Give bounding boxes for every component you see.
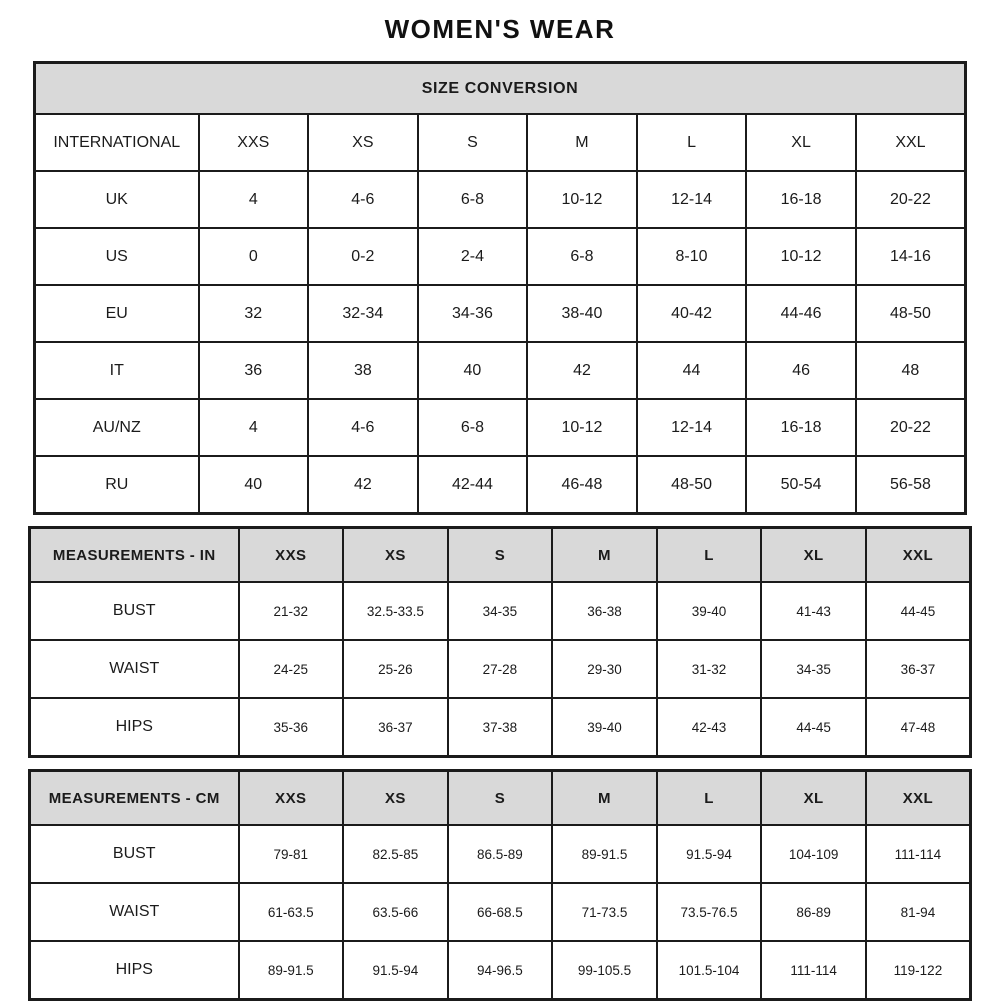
value-cell: 111-114 [761, 941, 866, 1000]
value-cell: 34-35 [448, 582, 553, 640]
value-cell: 91.5-94 [657, 825, 762, 883]
value-cell: 39-40 [552, 698, 657, 757]
value-cell: 46-48 [527, 456, 637, 514]
value-cell: 36 [199, 342, 309, 399]
table-row [30, 825, 971, 883]
value-cell: 4 [199, 399, 309, 456]
value-cell: 25-26 [343, 640, 448, 698]
value-cell: 89-91.5 [239, 941, 344, 1000]
column-header-cell: XXS [199, 114, 309, 171]
value-cell: 10-12 [527, 399, 637, 456]
value-cell: 42-43 [657, 698, 762, 757]
value-cell: 35-36 [239, 698, 344, 757]
table-row [30, 941, 971, 1000]
value-cell: 0 [199, 228, 309, 285]
row-label-cell: AU/NZ [35, 399, 199, 456]
value-cell: 6-8 [527, 228, 637, 285]
value-cell: 27-28 [448, 640, 553, 698]
column-header-cell: XXS [239, 771, 344, 826]
table-row [35, 171, 966, 228]
column-header-cell: XS [308, 114, 418, 171]
table-row [30, 698, 971, 757]
value-cell: 32.5-33.5 [343, 582, 448, 640]
section-header-cell: MEASUREMENTS - CM [30, 771, 239, 826]
value-cell: 86.5-89 [448, 825, 553, 883]
page-title: WOMEN'S WEAR [384, 14, 616, 44]
column-header-cell: M [552, 771, 657, 826]
value-cell: 34-35 [761, 640, 866, 698]
value-cell: 56-58 [856, 456, 966, 514]
value-cell: 44-46 [746, 285, 856, 342]
value-cell: 8-10 [637, 228, 747, 285]
value-cell: 40 [199, 456, 309, 514]
value-cell: 101.5-104 [657, 941, 762, 1000]
column-header-cell: L [637, 114, 747, 171]
row-label-cell: HIPS [30, 698, 239, 757]
value-cell: 37-38 [448, 698, 553, 757]
value-cell: 63.5-66 [343, 883, 448, 941]
value-cell: 104-109 [761, 825, 866, 883]
value-cell: 40 [418, 342, 528, 399]
value-cell: 48-50 [856, 285, 966, 342]
column-header-cell: XS [343, 528, 448, 583]
table-row [30, 528, 971, 583]
value-cell: 89-91.5 [552, 825, 657, 883]
value-cell: 38-40 [527, 285, 637, 342]
row-label-cell: WAIST [30, 883, 239, 941]
value-cell: 48 [856, 342, 966, 399]
value-cell: 6-8 [418, 399, 528, 456]
column-header-cell: XS [343, 771, 448, 826]
value-cell: 82.5-85 [343, 825, 448, 883]
column-header-cell: S [418, 114, 528, 171]
value-cell: 50-54 [746, 456, 856, 514]
value-cell: 20-22 [856, 171, 966, 228]
value-cell: 20-22 [856, 399, 966, 456]
value-cell: 36-37 [866, 640, 971, 698]
value-cell: 10-12 [746, 228, 856, 285]
column-header-cell: XXL [866, 528, 971, 583]
value-cell: 38 [308, 342, 418, 399]
value-cell: 99-105.5 [552, 941, 657, 1000]
value-cell: 119-122 [866, 941, 971, 1000]
column-header-cell: L [657, 771, 762, 826]
table-row [30, 640, 971, 698]
value-cell: 44 [637, 342, 747, 399]
table-row [35, 63, 966, 115]
value-cell: 41-43 [761, 582, 866, 640]
column-header-cell: XXL [856, 114, 966, 171]
value-cell: 42 [308, 456, 418, 514]
value-cell: 16-18 [746, 399, 856, 456]
row-label-cell: UK [35, 171, 199, 228]
value-cell: 42-44 [418, 456, 528, 514]
value-cell: 36-37 [343, 698, 448, 757]
column-header-cell: XXL [866, 771, 971, 826]
value-cell: 79-81 [239, 825, 344, 883]
value-cell: 4 [199, 171, 309, 228]
row-label-cell: HIPS [30, 941, 239, 1000]
value-cell: 32 [199, 285, 309, 342]
size-conversion-table [33, 61, 967, 515]
value-cell: 111-114 [866, 825, 971, 883]
value-cell: 32-34 [308, 285, 418, 342]
column-header-cell: XXS [239, 528, 344, 583]
row-label-cell: BUST [30, 825, 239, 883]
value-cell: 4-6 [308, 399, 418, 456]
value-cell: 42 [527, 342, 637, 399]
value-cell: 14-16 [856, 228, 966, 285]
value-cell: 2-4 [418, 228, 528, 285]
value-cell: 44-45 [866, 582, 971, 640]
value-cell: 0-2 [308, 228, 418, 285]
value-cell: 71-73.5 [552, 883, 657, 941]
value-cell: 31-32 [657, 640, 762, 698]
row-label-cell: RU [35, 456, 199, 514]
row-label-cell: IT [35, 342, 199, 399]
column-header-cell: M [527, 114, 637, 171]
value-cell: 66-68.5 [448, 883, 553, 941]
column-header-cell: XL [761, 771, 866, 826]
value-cell: 61-63.5 [239, 883, 344, 941]
measurements-in-table [28, 526, 972, 758]
row-label-cell: WAIST [30, 640, 239, 698]
value-cell: 48-50 [637, 456, 747, 514]
value-cell: 34-36 [418, 285, 528, 342]
value-cell: 36-38 [552, 582, 657, 640]
table-row [35, 342, 966, 399]
value-cell: 24-25 [239, 640, 344, 698]
column-header-cell: XL [761, 528, 866, 583]
table-row [35, 285, 966, 342]
value-cell: 12-14 [637, 399, 747, 456]
table-row [35, 228, 966, 285]
column-header-cell: INTERNATIONAL [35, 114, 199, 171]
value-cell: 40-42 [637, 285, 747, 342]
value-cell: 73.5-76.5 [657, 883, 762, 941]
section-header-cell: MEASUREMENTS - IN [30, 528, 239, 583]
value-cell: 94-96.5 [448, 941, 553, 1000]
value-cell: 44-45 [761, 698, 866, 757]
table-row [30, 883, 971, 941]
column-header-cell: XL [746, 114, 856, 171]
column-header-cell: S [448, 771, 553, 826]
size-conversion-banner: SIZE CONVERSION [35, 63, 966, 115]
measurements-cm-table [28, 769, 972, 1001]
column-header-cell: L [657, 528, 762, 583]
row-label-cell: BUST [30, 582, 239, 640]
column-header-cell: M [552, 528, 657, 583]
table-row [35, 114, 966, 171]
value-cell: 10-12 [527, 171, 637, 228]
table-row [30, 582, 971, 640]
value-cell: 46 [746, 342, 856, 399]
value-cell: 29-30 [552, 640, 657, 698]
table-row [30, 771, 971, 826]
value-cell: 6-8 [418, 171, 528, 228]
value-cell: 21-32 [239, 582, 344, 640]
table-row [35, 456, 966, 514]
row-label-cell: US [35, 228, 199, 285]
value-cell: 81-94 [866, 883, 971, 941]
value-cell: 47-48 [866, 698, 971, 757]
value-cell: 86-89 [761, 883, 866, 941]
value-cell: 39-40 [657, 582, 762, 640]
table-row [35, 399, 966, 456]
value-cell: 12-14 [637, 171, 747, 228]
value-cell: 16-18 [746, 171, 856, 228]
column-header-cell: S [448, 528, 553, 583]
row-label-cell: EU [35, 285, 199, 342]
value-cell: 4-6 [308, 171, 418, 228]
value-cell: 91.5-94 [343, 941, 448, 1000]
